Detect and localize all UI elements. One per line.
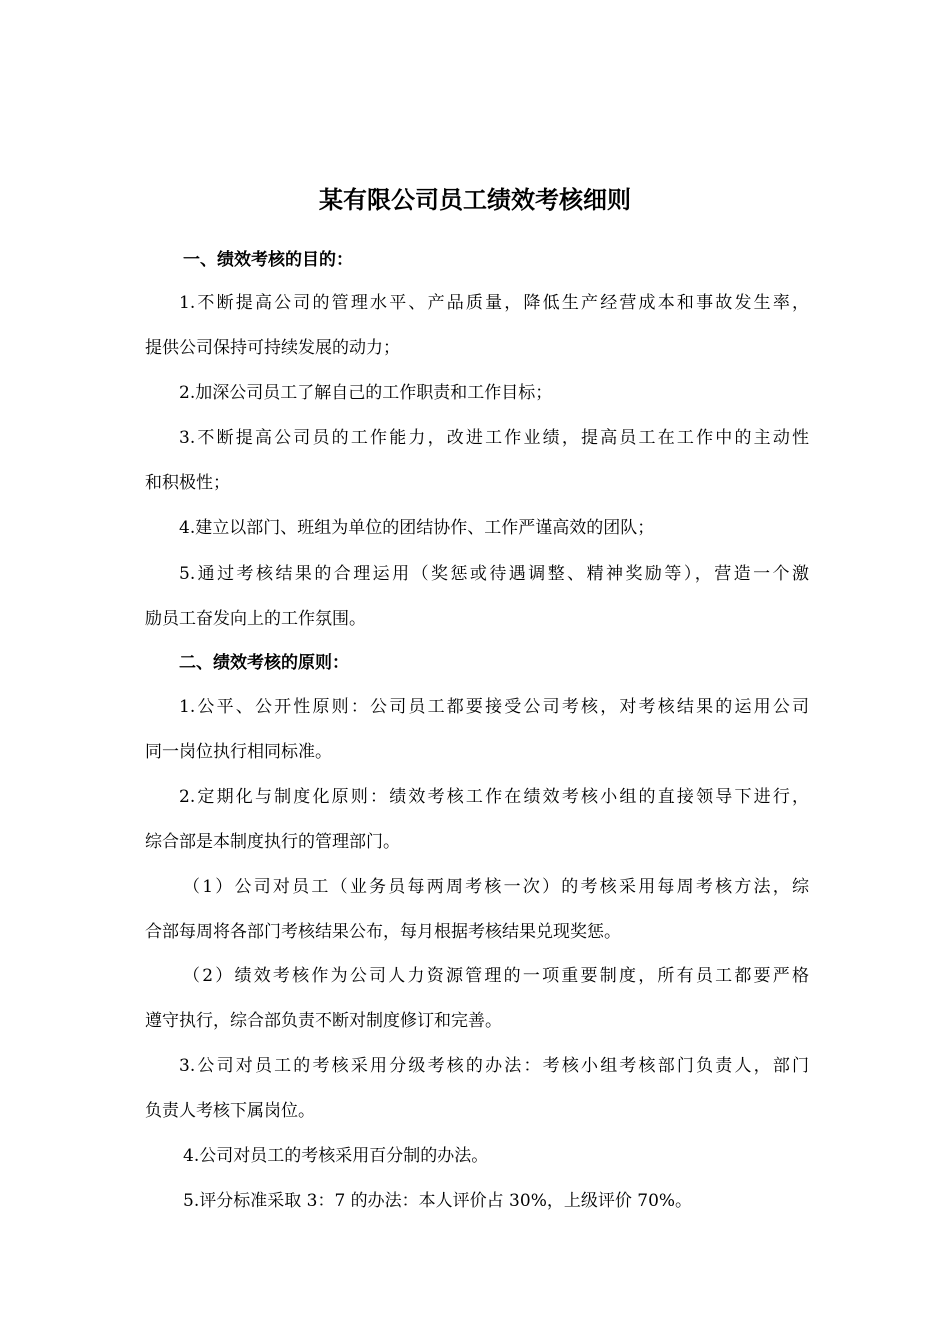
paragraph-line: 励员工奋发向上的工作氛围。	[145, 609, 366, 629]
paragraph-line: 2.定期化与制度化原则：绩效考核工作在绩效考核小组的直接领导下进行，	[179, 787, 809, 807]
paragraph-line: 5.通过考核结果的合理运用（奖惩或待遇调整、精神奖励等），营造一个激	[179, 564, 809, 584]
paragraph-line: （1）公司对员工（业务员每两周考核一次）的考核采用每周考核方法，综	[183, 877, 809, 897]
paragraph-line: 1.不断提高公司的管理水平、产品质量，降低生产经营成本和事故发生率，	[179, 293, 809, 313]
section-heading-purpose: 一、绩效考核的目的：	[183, 250, 353, 270]
paragraph-line: 3.公司对员工的考核采用分级考核的办法：考核小组考核部门负责人，部门	[179, 1056, 809, 1076]
section-heading-principles: 二、绩效考核的原则：	[179, 653, 349, 673]
paragraph-line: 合部每周将各部门考核结果公布，每月根据考核结果兑现奖惩。	[145, 922, 621, 942]
paragraph-line: 和积极性；	[145, 473, 230, 493]
paragraph-line: 5.评分标准采取 3：7 的办法：本人评价占 30%，上级评价 70%。	[183, 1191, 693, 1211]
paragraph-line: 同一岗位执行相同标准。	[145, 742, 332, 762]
paragraph-line: 1.公平、公开性原则：公司员工都要接受公司考核，对考核结果的运用公司	[179, 697, 809, 717]
paragraph-line: 综合部是本制度执行的管理部门。	[145, 832, 400, 852]
paragraph-line: 提供公司保持可持续发展的动力；	[145, 338, 400, 358]
paragraph-line: 4.建立以部门、班组为单位的团结协作、工作严谨高效的团队；	[179, 518, 655, 538]
paragraph-line: 2.加深公司员工了解自己的工作职责和工作目标；	[179, 383, 553, 403]
paragraph-line: 3.不断提高公司员的工作能力，改进工作业绩，提高员工在工作中的主动性	[179, 428, 809, 448]
paragraph-line: 4.公司对员工的考核采用百分制的办法。	[183, 1146, 489, 1166]
paragraph-line: 遵守执行，综合部负责不断对制度修订和完善。	[145, 1011, 502, 1031]
paragraph-line: 负责人考核下属岗位。	[145, 1101, 315, 1121]
paragraph-line: （2）绩效考核作为公司人力资源管理的一项重要制度，所有员工都要严格	[183, 966, 809, 986]
document-title: 某有限公司员工绩效考核细则	[319, 185, 631, 214]
